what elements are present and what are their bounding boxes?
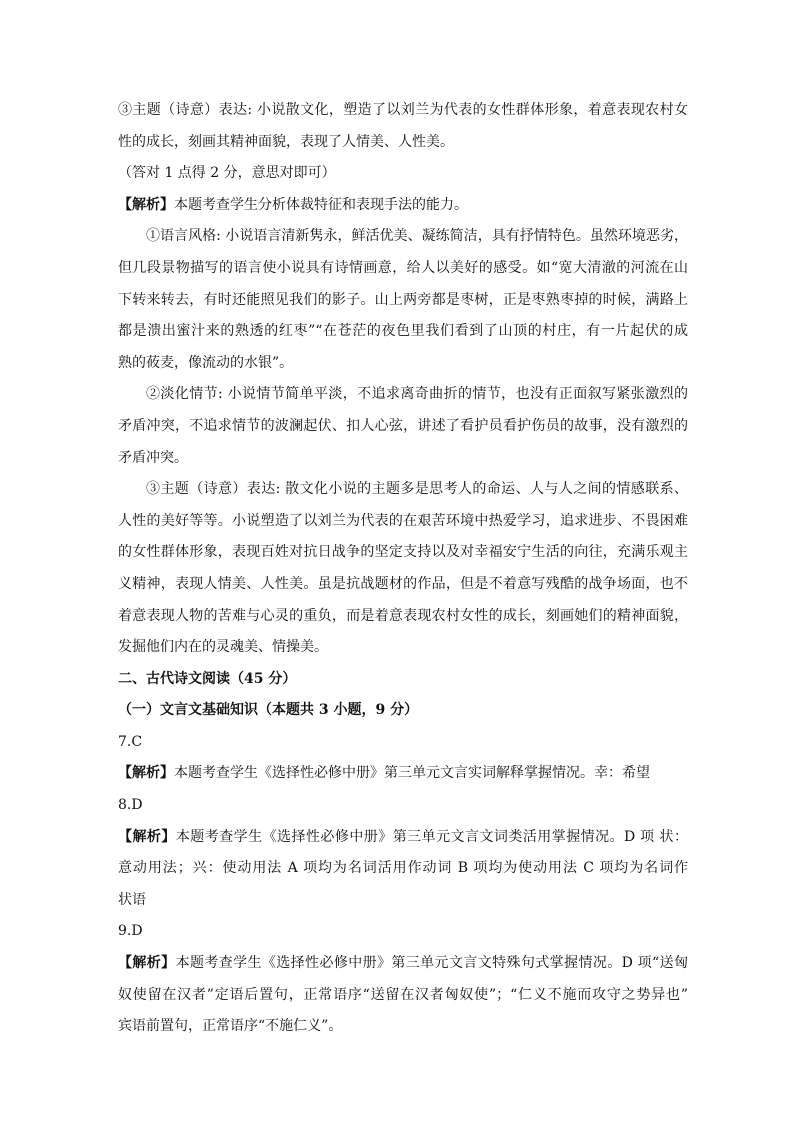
paragraph-line: 都是溃出蜜汁来的熟透的红枣”“在苍茫的夜色里我们看到了山顶的村庄，有一片起伏的成 — [118, 323, 688, 340]
paragraph-line: 性的成长，刻画其精神面貌，表现了人情美、人性美。 — [118, 133, 454, 150]
paragraph-line: 熟的莜麦，像流动的水银”。 — [118, 354, 294, 371]
paragraph-line: ③主题（诗意）表达: 小说散文化，塑造了以刘兰为代表的女性群体形象，着意表现农村女 — [118, 102, 688, 118]
paragraph-line: 状语 — [118, 891, 146, 908]
analysis-text: 本题考查学生《选择性必修中册》第三单元文言文特殊句式掌握情况。D 项“送匈 — [175, 955, 688, 972]
paragraph-line: ②淡化情节: 小说情节简单平淡，不追求离奇曲折的情节，也没有正面叙写紧张激烈的 — [146, 386, 688, 403]
paragraph-line: 义精神，表现人情美、人性美。虽是抗战题材的作品，但是不着意写残酷的战争场面，也不 — [118, 575, 688, 592]
paragraph-line: 下转来转去，有时还能照见我们的影子。山上两旁都是枣树，正是枣熟枣掉的时候，满路上 — [118, 291, 688, 308]
analysis-line — [118, 758, 688, 790]
paragraph-line: 奴使留在汉者”定语后置句，正常语序“送留在汉者匈奴使”；“仁义不施而攻守之势异也” — [118, 986, 688, 1003]
subsection-heading: （一）文言文基础知识（本题共 3 小题，9 分） — [118, 702, 419, 719]
analysis-tag: 【解析】 — [118, 765, 174, 782]
analysis-line — [118, 190, 688, 222]
paragraph-line: 发掘他们内在的灵魂美、情操美。 — [118, 639, 328, 656]
paragraph-line: 人性的美好等等。小说塑造了以刘兰为代表的在艰苦环境中热爱学习，追求进步、不畏困难 — [118, 512, 688, 529]
answer-number: 9.D — [118, 923, 143, 940]
paragraph-line: 矛盾冲突。 — [118, 449, 188, 466]
paragraph-line: ①语言风格: 小说语言清新隽永，鲜活优美、凝练简洁，具有抒情特色。虽然环境恶劣， — [146, 228, 688, 245]
analysis-line — [118, 948, 688, 980]
section-heading: 二、古代诗文阅读（45 分） — [118, 670, 297, 687]
paragraph-line: 宾语前置句，正常语序“不施仁义”。 — [118, 1018, 343, 1035]
paragraph-line: ③主题（诗意）表达: 散文化小说的主题多是思考人的命运、人与人之间的情感联系、 — [146, 481, 688, 498]
paragraph-line: 意动用法；兴：使动用法 A 项均为名词活用作动词 B 项均为使动用法 C 项均为名词作 — [118, 860, 688, 877]
paragraph-line: 矛盾冲突，不追求情节的波澜起伏、扣人心弦，讲述了看护员看护伤员的故事，没有激烈的 — [118, 417, 688, 434]
analysis-tag: 【解析】 — [118, 955, 176, 972]
analysis-text: 本题考查学生《选择性必修中册》第三单元文言文词类活用掌握情况。D 项 状： — [175, 828, 688, 845]
answer-number: 7.C — [118, 733, 143, 750]
answer-number: 8.D — [118, 797, 143, 814]
analysis-line — [118, 822, 688, 854]
document-page — [118, 95, 688, 1043]
analysis-text: 本题考查学生分析体裁特征和表现手法的能力。 — [174, 196, 468, 213]
analysis-text: 本题考查学生《选择性必修中册》第三单元文言实词解释掌握情况。幸：希望 — [174, 765, 650, 782]
analysis-tag: 【解析】 — [118, 196, 174, 213]
paragraph-line: 但几段景物描写的语言使小说具有诗情画意，给人以美好的感受。如“宽大清澈的河流在山 — [118, 259, 688, 276]
paragraph-line: 着意表现人物的苦难与心灵的重负，而是着意表现农村女性的成长，刻画她们的精神面貌， — [118, 607, 688, 624]
analysis-tag: 【解析】 — [118, 828, 176, 845]
paragraph-line: 的女性群体形象，表现百姓对抗日战争的坚定支持以及对幸福安宁生活的向往，充满乐观主 — [118, 544, 688, 561]
scoring-note: （答对 1 点得 2 分，意思对即可） — [118, 165, 336, 182]
